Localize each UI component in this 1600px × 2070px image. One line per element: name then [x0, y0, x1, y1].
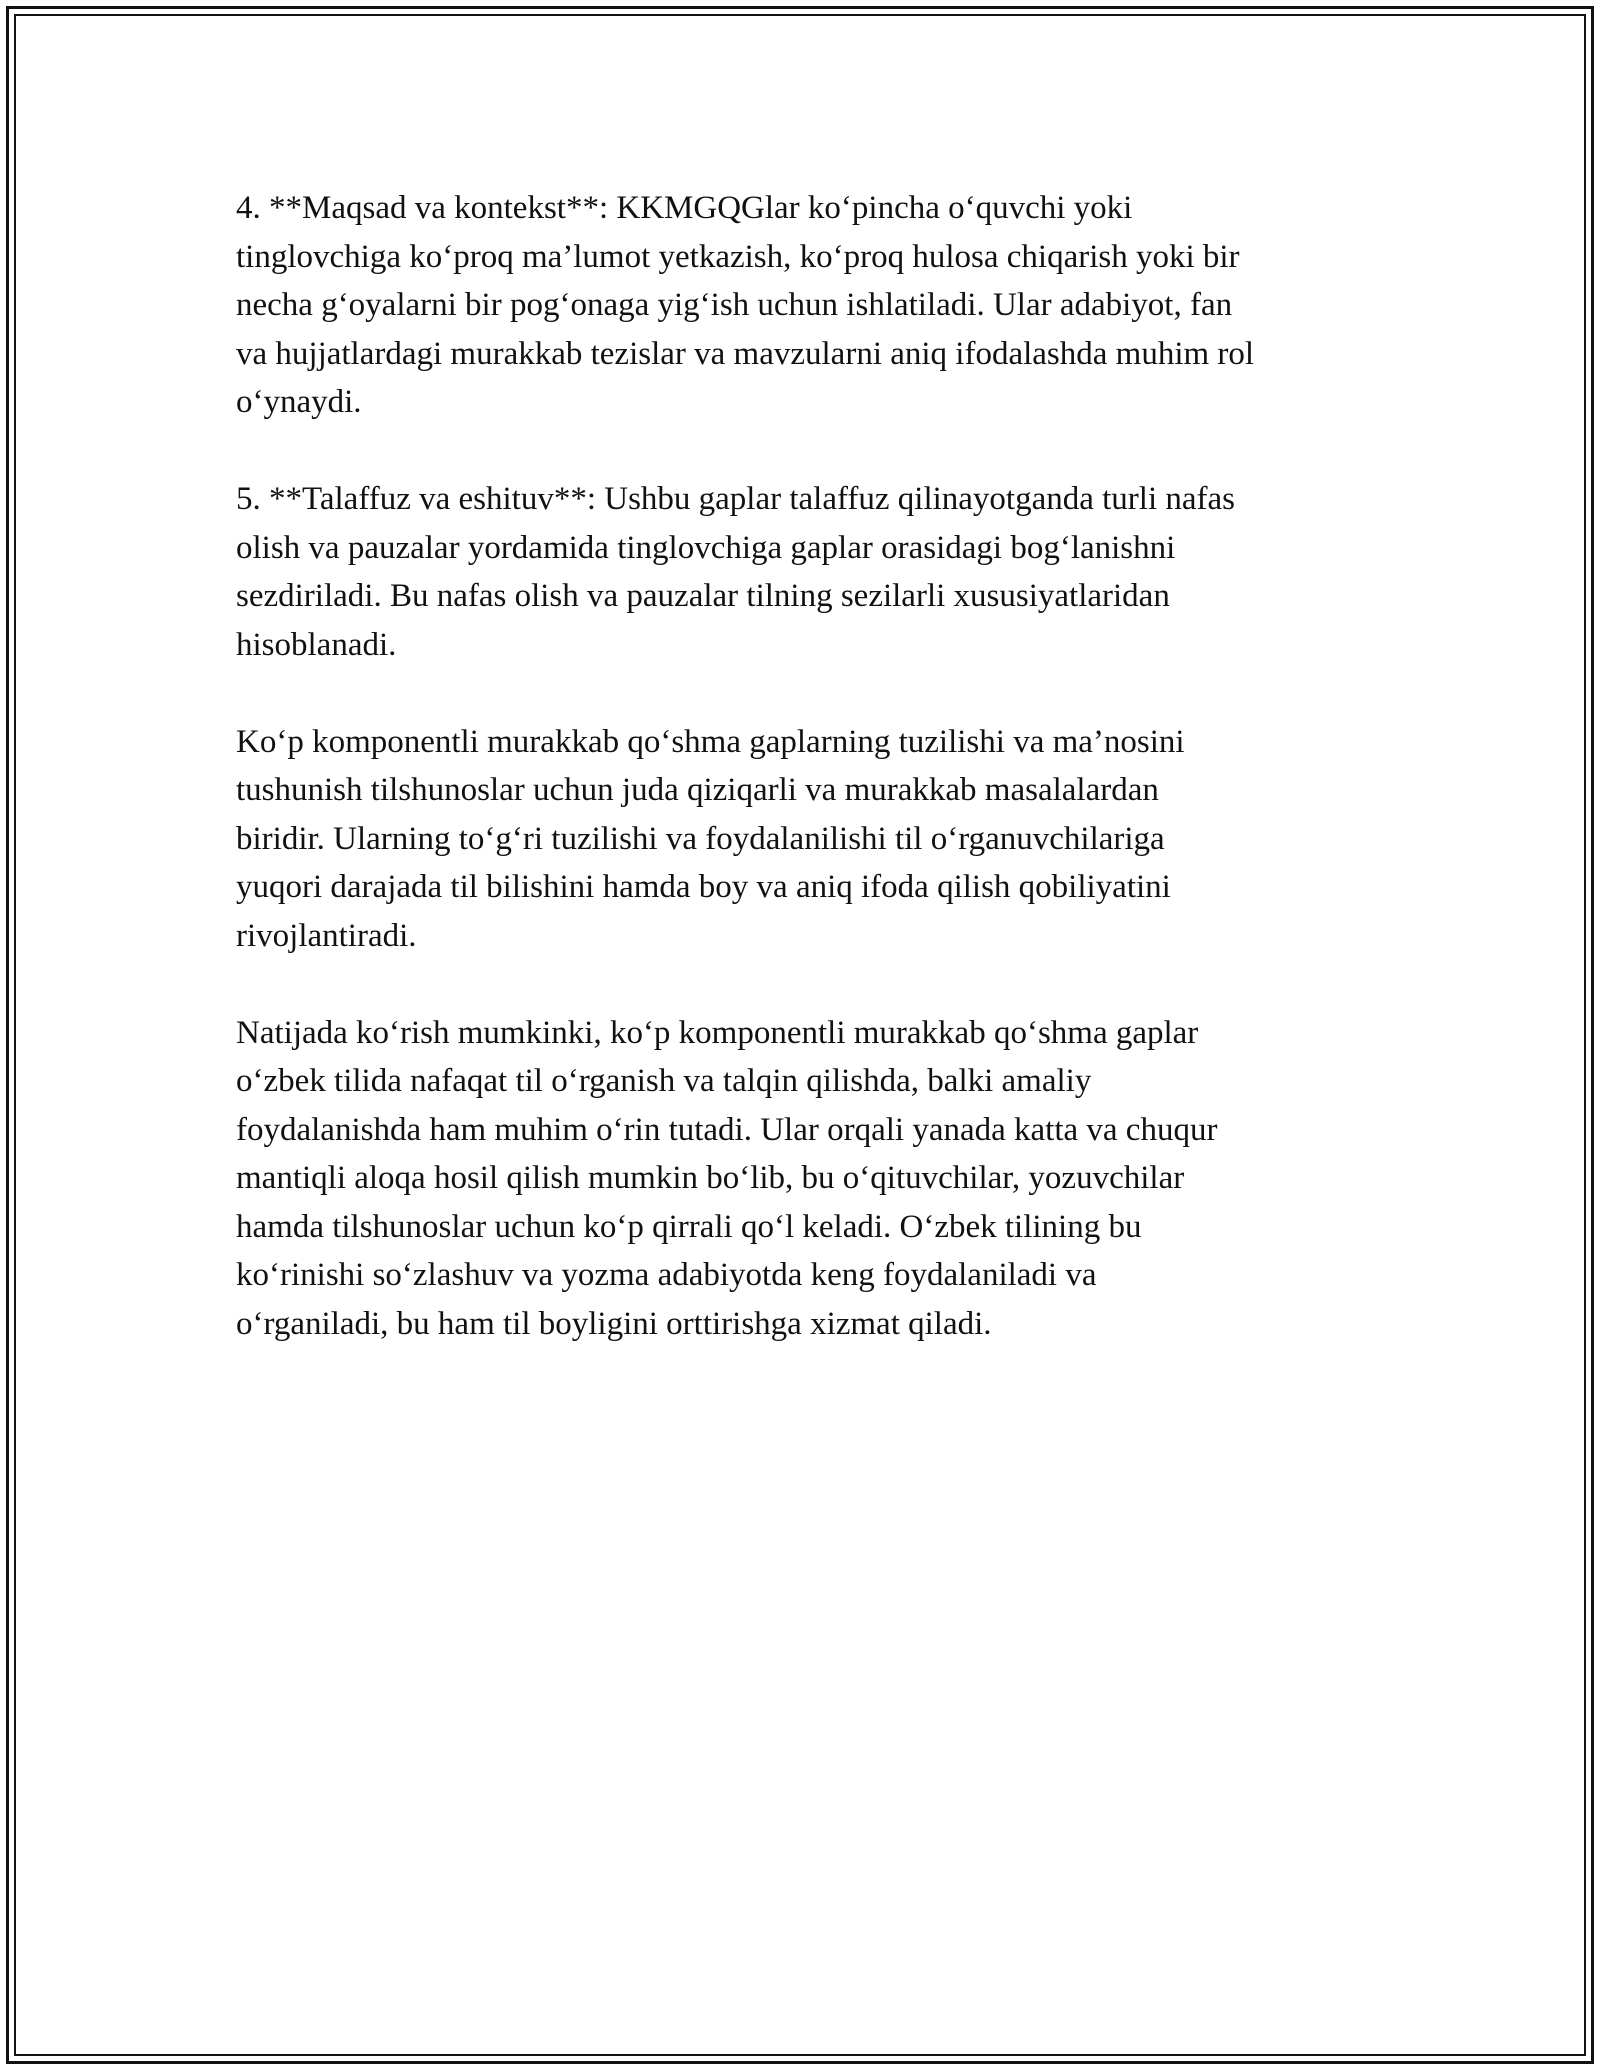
document-body — [236, 184, 1386, 1397]
paragraph-line: mantiqli aloqa hosil qilish mumkin bo‘lib, bu o‘qituvchilar, yozuvchilar — [236, 1160, 1185, 1196]
paragraph-line: tinglovchiga ko‘proq ma’lumot yetkazish, ko‘proq hulosa chiqarish yoki bir — [236, 238, 1240, 275]
paragraph-line: va hujjatlardagi murakkab tezislar va mavzularni aniq ifodalashda muhim rol — [236, 335, 1255, 372]
paragraph-purpose-context — [236, 184, 1386, 427]
paragraph-line: necha g‘oyalarni bir pog‘onaga yig‘ish uchun ishlatiladi. Ular adabiyot, fan — [236, 287, 1233, 323]
paragraph-line: o‘zbek tilida nafaqat til o‘rganish va talqin qilishda, balki amaliy — [236, 1063, 1092, 1099]
paragraph-line: yuqori darajada til bilishini hamda boy va aniq ifoda qilish qobiliyatini — [236, 869, 1171, 905]
paragraph-line: foydalanishda ham muhim o‘rin tutadi. Ular orqali yanada katta va chuqur — [236, 1111, 1218, 1148]
paragraph-line: hamda tilshunoslar uchun ko‘p qirrali qo‘l keladi. O‘zbek tilining bu — [236, 1208, 1142, 1245]
paragraph-line: hisoblanadi. — [236, 626, 397, 663]
paragraph-line: 4. **Maqsad va kontekst**: KKMGQGlar ko‘pincha o‘quvchi yoki — [236, 190, 1133, 226]
paragraph-structure-meaning — [236, 718, 1386, 961]
paragraph-line: Natijada ko‘rish mumkinki, ko‘p komponentli murakkab qo‘shma gaplar — [236, 1014, 1199, 1051]
paragraph-line: o‘rganiladi, bu ham til boyligini orttirishga xizmat qiladi. — [236, 1305, 992, 1342]
paragraph-line: rivojlantiradi. — [236, 917, 417, 954]
paragraph-line: tushunish tilshunoslar uchun juda qiziqarli va murakkab masalalardan — [236, 772, 1159, 808]
paragraph-line: ko‘rinishi so‘zlashuv va yozma adabiyotda keng foydalaniladi va — [236, 1257, 1097, 1293]
paragraph-line: Ko‘p komponentli murakkab qo‘shma gaplarning tuzilishi va ma’nosini — [236, 723, 1185, 760]
paragraph-line: sezdiriladi. Bu nafas olish va pauzalar tilning sezilarli xususiyatlaridan — [236, 578, 1170, 614]
paragraph-conclusion — [236, 1009, 1386, 1349]
paragraph-line: olish va pauzalar yordamida tinglovchiga gaplar orasidagi bog‘lanishni — [236, 529, 1176, 566]
paragraph-line: o‘ynaydi. — [236, 384, 362, 420]
paragraph-line: 5. **Talaffuz va eshituv**: Ushbu gaplar talaffuz qilinayotganda turli nafas — [236, 481, 1236, 517]
paragraph-pronunciation-listening — [236, 475, 1386, 669]
paragraph-line: biridir. Ularning to‘g‘ri tuzilishi va foydalanilishi til o‘rganuvchilariga — [236, 820, 1165, 857]
